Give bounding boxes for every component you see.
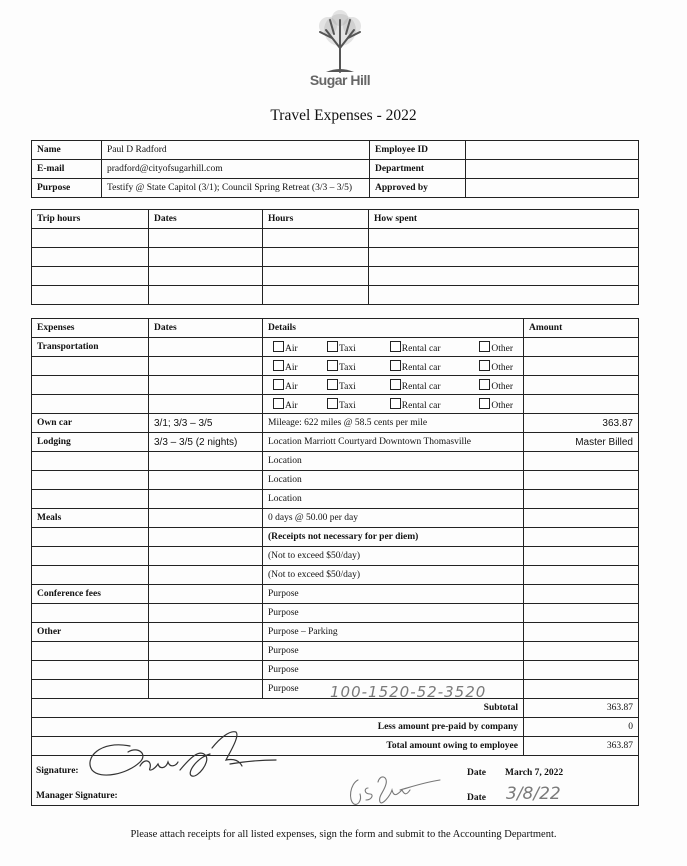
employee-id-value[interactable] (466, 141, 639, 160)
manager-signature (344, 770, 444, 814)
rental-car-checkbox[interactable] (390, 341, 401, 352)
total-owing-value[interactable]: 363.87 (524, 737, 639, 756)
conference-purpose[interactable]: Purpose (263, 585, 524, 604)
tree-icon (290, 8, 390, 78)
date-label: Date (467, 768, 486, 778)
other-checkbox[interactable] (479, 398, 490, 409)
prepaid-label: Less amount pre-paid by company (32, 718, 524, 737)
rental-car-checkbox[interactable] (390, 379, 401, 390)
department-label: Department (370, 160, 466, 179)
meals-note: (Receipts not necessary for per diem) (263, 528, 524, 547)
meals-limit[interactable]: (Not to exceed $50/day) (263, 547, 524, 566)
conference-fees-label: Conference fees (32, 585, 149, 604)
meals-per-diem[interactable]: 0 days @ 50.00 per day (263, 509, 524, 528)
manager-date-value[interactable]: 3/8/22 (506, 784, 561, 804)
own-car-details[interactable]: Mileage: 622 miles @ 58.5 cents per mile (263, 414, 524, 433)
transport-options: Air Taxi Rental car Other (263, 357, 524, 376)
how-spent-header: How spent (369, 210, 639, 229)
other-purpose[interactable]: Purpose (263, 661, 524, 680)
table-row (32, 267, 639, 286)
other-purpose-parking[interactable]: Purpose – Parking (263, 623, 524, 642)
employee-signature (80, 718, 280, 788)
logo-text: Sugar Hill (309, 72, 371, 88)
trip-hours-table (31, 209, 639, 305)
other-checkbox[interactable] (479, 341, 490, 352)
air-checkbox[interactable] (273, 379, 284, 390)
other-checkbox[interactable] (479, 360, 490, 371)
approved-by-label: Approved by (370, 179, 466, 198)
handwritten-account-code: 100-1520-52-3520 (330, 683, 487, 701)
email-label: E-mail (32, 160, 102, 179)
details-header: Details (263, 319, 524, 338)
own-car-label: Own car (32, 414, 149, 433)
lodging-label: Lodging (32, 433, 149, 452)
air-checkbox[interactable] (273, 398, 284, 409)
taxi-checkbox[interactable] (327, 341, 338, 352)
signature-date-value[interactable]: March 7, 2022 (505, 768, 564, 778)
table-row (32, 248, 639, 267)
table-row (32, 286, 639, 305)
amount-header: Amount (524, 319, 639, 338)
approved-by-value[interactable] (466, 179, 639, 198)
conference-purpose[interactable]: Purpose (263, 604, 524, 623)
lodging-dates[interactable]: 3/3 – 3/5 (2 nights) (149, 433, 263, 452)
other-purpose[interactable]: Purpose (263, 680, 524, 699)
taxi-checkbox[interactable] (327, 398, 338, 409)
sugar-hill-logo (290, 8, 390, 96)
prepaid-value[interactable]: 0 (524, 718, 639, 737)
meals-label: Meals (32, 509, 149, 528)
lodging-details[interactable]: Location Marriott Courtyard Downtown Thomasville (263, 433, 524, 452)
table-row (32, 229, 639, 248)
transport-options: Air Taxi Rental car Other (263, 395, 524, 414)
purpose-label: Purpose (32, 179, 102, 198)
signature-label: Signature: (36, 766, 79, 776)
transport-options: Air Taxi Rental car Other (263, 338, 524, 357)
trip-hours-col-header: Hours (263, 210, 369, 229)
own-car-dates[interactable]: 3/1; 3/3 – 3/5 (149, 414, 263, 433)
manager-date-label: Date (467, 793, 486, 803)
expenses-header: Expenses (32, 319, 149, 338)
employee-info-table (31, 140, 639, 198)
rental-car-checkbox[interactable] (390, 360, 401, 371)
other-checkbox[interactable] (479, 379, 490, 390)
own-car-amount[interactable]: 363.87 (524, 414, 639, 433)
air-checkbox[interactable] (273, 341, 284, 352)
other-label: Other (32, 623, 149, 642)
other-purpose[interactable]: Purpose (263, 642, 524, 661)
name-label: Name (32, 141, 102, 160)
email-value[interactable]: pradford@cityofsugarhill.com (102, 160, 370, 179)
transport-options: Air Taxi Rental car Other (263, 376, 524, 395)
subtotal-label: Subtotal (32, 699, 524, 718)
name-value[interactable]: Paul D Radford (102, 141, 370, 160)
total-owing-label: Total amount owing to employee (32, 737, 524, 756)
transportation-label: Transportation (32, 338, 149, 357)
department-value[interactable] (466, 160, 639, 179)
location-field[interactable]: Location (263, 452, 524, 471)
subtotal-value[interactable]: 363.87 (524, 699, 639, 718)
dates-header: Dates (149, 319, 263, 338)
lodging-amount[interactable]: Master Billed (524, 433, 639, 452)
employee-id-label: Employee ID (370, 141, 466, 160)
trip-hours-header: Trip hours (32, 210, 149, 229)
location-field[interactable]: Location (263, 490, 524, 509)
meals-limit[interactable]: (Not to exceed $50/day) (263, 566, 524, 585)
taxi-checkbox[interactable] (327, 360, 338, 371)
taxi-checkbox[interactable] (327, 379, 338, 390)
manager-signature-label: Manager Signature: (36, 791, 118, 801)
purpose-value[interactable]: Testify @ State Capitol (3/1); Council Spring Retreat (3/3 – 3/5) (102, 179, 370, 198)
footer-instructions: Please attach receipts for all listed expenses, sign the form and submit to the Accounting Department. (130, 829, 557, 840)
rental-car-checkbox[interactable] (390, 398, 401, 409)
location-field[interactable]: Location (263, 471, 524, 490)
trip-dates-header: Dates (149, 210, 263, 229)
air-checkbox[interactable] (273, 360, 284, 371)
page-title: Travel Expenses - 2022 (270, 107, 417, 124)
